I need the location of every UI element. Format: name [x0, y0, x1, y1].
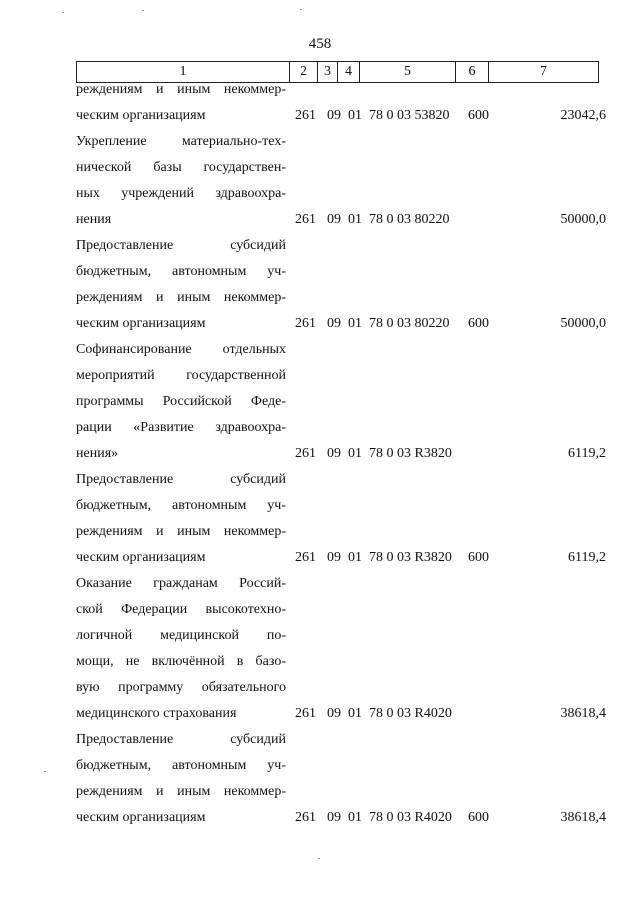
- row-description-line: ческим организациям: [76, 316, 206, 331]
- row-cell-c6: 600: [468, 316, 489, 331]
- row-description-line: вую программу обязательного: [76, 680, 286, 695]
- row-cell-c6: 600: [468, 550, 489, 565]
- row-description-line: Предоставление субсидий: [76, 472, 286, 487]
- row-cell-c3: 09: [327, 706, 341, 721]
- column-header-2: 2: [290, 62, 318, 83]
- column-header-3: 3: [318, 62, 338, 83]
- row-cell-c3: 09: [327, 810, 341, 825]
- row-cell-c4: 01: [348, 212, 362, 227]
- row-cell-c7: 50000,0: [560, 212, 606, 227]
- row-description-line: бюджетным, автономным уч-: [76, 264, 286, 279]
- column-header-6: 6: [456, 62, 489, 83]
- row-cell-c3: 09: [327, 550, 341, 565]
- row-description-line: нения»: [76, 446, 119, 461]
- row-description-line: нения: [76, 212, 112, 227]
- row-description-line: реждениям и иным некоммер-: [76, 290, 286, 305]
- row-cell-c5: 78 0 03 80220: [369, 212, 450, 227]
- row-description-line: рации «Развитие здравоохра-: [76, 420, 286, 435]
- row-description-line: медицинского страхования: [76, 706, 237, 721]
- row-description-line: реждениям и иным некоммер-: [76, 82, 286, 97]
- row-cell-c2: 261: [295, 706, 316, 721]
- row-description-line: ческим организациям: [76, 810, 206, 825]
- row-cell-c3: 09: [327, 316, 341, 331]
- row-cell-c4: 01: [348, 108, 362, 123]
- row-cell-c2: 261: [295, 212, 316, 227]
- row-description-line: Укрепление материально-тех-: [76, 134, 286, 149]
- row-cell-c3: 09: [327, 108, 341, 123]
- column-header-5: 5: [360, 62, 456, 83]
- row-cell-c7: 50000,0: [560, 316, 606, 331]
- row-description-line: ской Федерации высокотехно-: [76, 602, 286, 617]
- column-header-4: 4: [338, 62, 360, 83]
- scan-artifact: [142, 10, 144, 11]
- row-cell-c5: 78 0 03 R4020: [369, 810, 452, 825]
- row-description-line: Оказание гражданам Россий-: [76, 576, 286, 591]
- row-cell-c6: 600: [468, 810, 489, 825]
- row-description-line: бюджетным, автономным уч-: [76, 498, 286, 513]
- row-cell-c4: 01: [348, 810, 362, 825]
- column-header-1: 1: [77, 62, 290, 83]
- row-cell-c4: 01: [348, 316, 362, 331]
- row-description-line: реждениям и иным некоммер-: [76, 524, 286, 539]
- row-description-line: нической базы государствен-: [76, 160, 286, 175]
- row-description-line: Софинансирование отдельных: [76, 342, 286, 357]
- row-description-line: Предоставление субсидий: [76, 238, 286, 253]
- page-number: 458: [308, 36, 332, 52]
- row-description-line: ных учреждений здравоохра-: [76, 186, 286, 201]
- row-cell-c7: 6119,2: [568, 550, 606, 565]
- row-cell-c2: 261: [295, 316, 316, 331]
- row-cell-c5: 78 0 03 R4020: [369, 706, 452, 721]
- row-cell-c7: 38618,4: [560, 706, 606, 721]
- scan-artifact: [300, 9, 302, 10]
- row-cell-c5: 78 0 03 80220: [369, 316, 450, 331]
- scan-artifact: [318, 858, 320, 859]
- row-description-line: ческим организациям: [76, 550, 206, 565]
- row-cell-c3: 09: [327, 446, 341, 461]
- row-cell-c7: 23042,6: [560, 108, 606, 123]
- column-header-7: 7: [489, 62, 599, 83]
- scan-artifact: [44, 771, 46, 772]
- row-cell-c2: 261: [295, 446, 316, 461]
- row-cell-c6: 600: [468, 108, 489, 123]
- row-cell-c5: 78 0 03 R3820: [369, 446, 452, 461]
- row-description-line: программы Российской Феде-: [76, 394, 286, 409]
- row-cell-c4: 01: [348, 550, 362, 565]
- row-cell-c4: 01: [348, 706, 362, 721]
- row-cell-c2: 261: [295, 108, 316, 123]
- row-cell-c7: 6119,2: [568, 446, 606, 461]
- row-cell-c2: 261: [295, 810, 316, 825]
- scan-artifact: [62, 12, 64, 13]
- row-description-line: ческим организациям: [76, 108, 206, 123]
- row-cell-c5: 78 0 03 53820: [369, 108, 450, 123]
- row-description-line: бюджетным, автономным уч-: [76, 758, 286, 773]
- row-description-line: Предоставление субсидий: [76, 732, 286, 747]
- row-cell-c3: 09: [327, 212, 341, 227]
- row-description-line: реждениям и иным некоммер-: [76, 784, 286, 799]
- row-cell-c4: 01: [348, 446, 362, 461]
- row-cell-c5: 78 0 03 R3820: [369, 550, 452, 565]
- row-description-line: мощи, не включённой в базо-: [76, 654, 286, 669]
- row-cell-c7: 38618,4: [560, 810, 606, 825]
- row-description-line: логичной медицинской по-: [76, 628, 286, 643]
- row-cell-c2: 261: [295, 550, 316, 565]
- row-description-line: мероприятий государственной: [76, 368, 286, 383]
